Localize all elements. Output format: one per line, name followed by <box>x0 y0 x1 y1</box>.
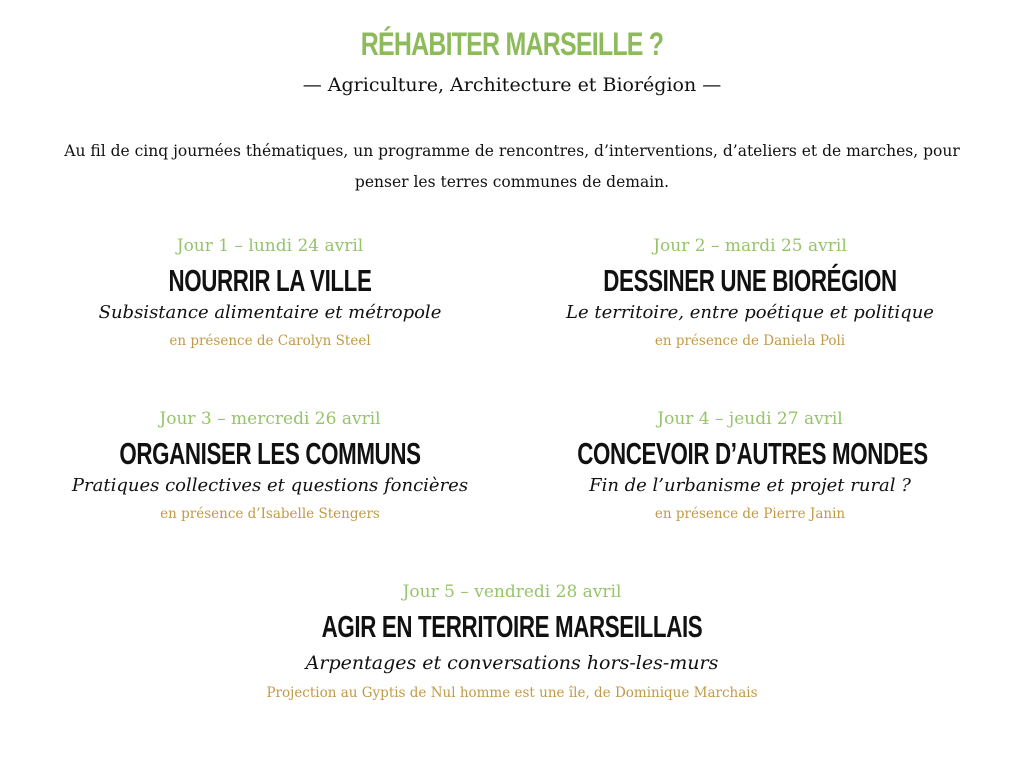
day-block-1 <box>30 234 510 354</box>
day-block-5 <box>152 580 872 706</box>
day-heading: CONCEVOIR D’AUTRES MONDES <box>577 436 928 471</box>
day-guest: en présence d’Isabelle Stengers <box>160 506 380 522</box>
day-heading: ORGANISER LES COMMUNS <box>119 436 421 471</box>
day-heading: DESSINER UNE BIORÉGION <box>603 263 897 298</box>
day-guest: Projection au Gyptis de Nul homme est une île, de Dominique Marchais <box>266 685 758 701</box>
day-subtitle: Fin de l’urbanisme et projet rural ? <box>589 475 911 496</box>
day-label: Jour 4 – jeudi 27 avril <box>657 409 843 429</box>
page-subtitle: — Agriculture, Architecture et Biorégion — <box>302 74 722 96</box>
intro-paragraph: Au fil de cinq journées thématiques, un programme de rencontres, d’interventions, d’ateliers et de marches, pour penser les terres communes de demain. <box>64 142 960 191</box>
day-guest: en présence de Daniela Poli <box>654 333 846 349</box>
day-subtitle: Arpentages et conversations hors-les-murs <box>305 652 719 674</box>
day-label: Jour 1 – lundi 24 avril <box>176 236 364 256</box>
day-subtitle: Subsistance alimentaire et métropole <box>98 302 442 323</box>
day-guest: en présence de Carolyn Steel <box>169 333 371 349</box>
page-title: RÉHABITER MARSEILLE ? <box>360 26 664 62</box>
day-block-4 <box>510 407 990 527</box>
day-subtitle: Pratiques collectives et questions foncières <box>71 475 469 496</box>
day-label: Jour 3 – mercredi 26 avril <box>159 409 381 429</box>
day-block-2 <box>510 234 990 354</box>
day-label: Jour 5 – vendredi 28 avril <box>402 582 622 602</box>
day-heading: NOURRIR LA VILLE <box>168 263 372 298</box>
day-block-3 <box>30 407 510 527</box>
day-heading: AGIR EN TERRITOIRE MARSEILLAIS <box>321 609 703 644</box>
day-guest: en présence de Pierre Janin <box>654 506 846 522</box>
day-subtitle: Le territoire, entre poétique et politique <box>566 302 934 323</box>
day-label: Jour 2 – mardi 25 avril <box>653 236 847 256</box>
